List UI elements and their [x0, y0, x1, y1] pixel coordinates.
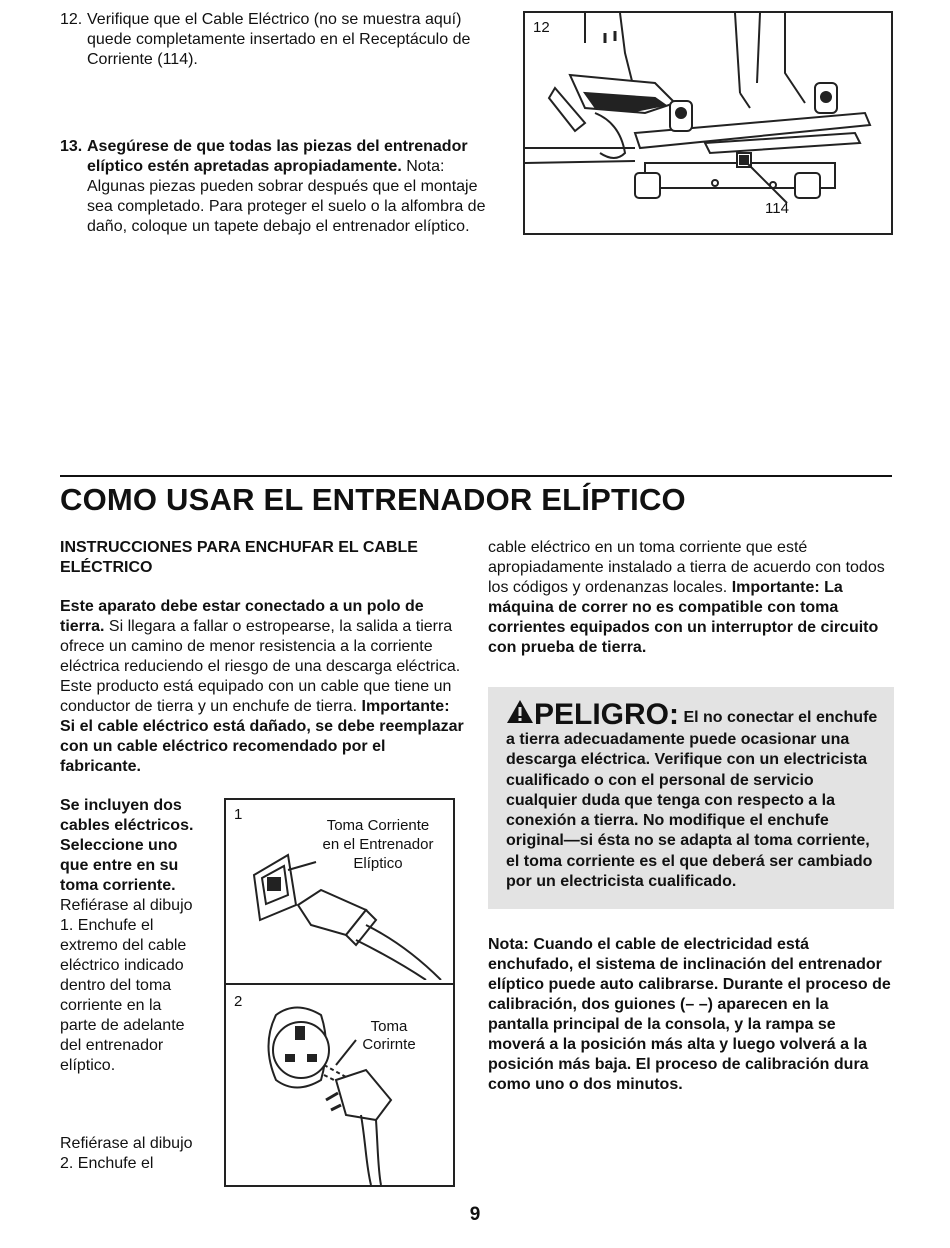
cables-paragraph — [60, 796, 195, 1076]
cables-text: Refiérase al dibujo 1. Enchufe el extremo del cable eléctrico indicado dentro del toma corriente en la parte de adelante del entrenador elíptico. — [60, 897, 193, 1074]
elliptical-base-drawing — [525, 13, 891, 233]
right-text: cable eléctrico en un toma corriente que esté apropiadamente instalado a tierra de acuerdo con todos los códigos y ordenanzas locales. — [488, 539, 885, 596]
receptacle-plug-drawing — [226, 800, 453, 980]
figure-callout: 114 — [765, 200, 789, 217]
step-12 — [60, 10, 490, 70]
wall-outlet-plug-drawing — [226, 985, 453, 1185]
assembly-figure-12 — [523, 11, 893, 235]
cables-bold: Se incluyen dos cables eléctricos. Seleccione uno que entre en su toma corriente. — [60, 797, 194, 894]
step-13 — [60, 137, 490, 237]
warning-heading: PELIGRO: — [534, 698, 680, 731]
section-title: COMO USAR EL ENTRENADOR ELÍPTICO — [60, 482, 686, 517]
warning-box — [488, 687, 894, 909]
step-text: Verifique que el Cable Eléctrico (no se muestra aquí) quede completamente insertado en el Receptáculo de Corriente (114). — [87, 11, 471, 68]
warning-body: El no conectar el enchufe a tierra adecuadamente puede ocasionar una descarga eléctrica. Verifique con un electricista cualificado o con el personal de servicio cualquier duda que tenga con respecto a la conexión a tierra. No modifique el enchufe original—si ésta no se adapta al toma corriente, el toma corriente es el que deberá ser cambiado por un electricista cualificado. — [506, 709, 878, 891]
figure-2-label: Toma Corirnte — [362, 1018, 416, 1053]
grounding-paragraph — [60, 597, 468, 777]
figure-1-number: 1 — [234, 806, 243, 823]
step-note-text: Nota: Algunas piezas pueden sobrar después que el montaje sea completado. Para proteger el suelo o la alfombra de daño, coloque un tapete debajo el entrenador elíptico. — [87, 158, 486, 235]
warning-text — [506, 699, 878, 892]
figure-1-label: Toma Corriente en el Entrenador Elíptico — [322, 817, 434, 872]
grounding-text: Si llegara a fallar o estropearse, la salida a tierra ofrece un camino de menor resistencia a la corriente eléctrica reduciendo el riesgo de una descarga eléctrica. Este producto está equipado con un cable que tiene un conductor de tierra y un enchufe de tierra. — [60, 618, 461, 715]
step-number: 13. — [60, 138, 83, 155]
grounding-bold: Este aparato debe estar conectado a un polo de tierra. — [60, 598, 424, 635]
warning-triangle-icon — [506, 699, 534, 724]
drawing-2-paragraph: Refiérase al dibujo 2. Enchufe el — [60, 1135, 193, 1172]
page-number: 9 — [469, 1204, 481, 1225]
calibration-note: Nota: Cuando el cable de electricidad está enchufado, el sistema de inclinación del entrenador elíptico puede auto calibrarse. Durante el proceso de calibración, dos guiones (– –) aparecen en la pantalla principal de la consola, y la rampa se moverá a la posición más alta y luego volverá a la posición más baja. El proceso de calibración dura como uno o dos minutos. — [488, 936, 891, 1093]
plug-figures — [224, 798, 455, 1187]
section-divider — [60, 475, 892, 477]
step-number: 12. — [60, 11, 83, 28]
right-important: Importante: La máquina de correr no es compatible con toma corrientes equipados con un interruptor de circuito con prueba de tierra. — [488, 579, 879, 656]
step-bold-text: Asegúrese de que todas las piezas del entrenador elíptico estén apretadas apropiadamente. — [87, 138, 468, 175]
right-paragraph — [488, 538, 893, 658]
step-text — [87, 137, 490, 237]
figure-number: 12 — [533, 19, 550, 36]
grounding-important: Importante: Si el cable eléctrico está dañado, se debe reemplazar con un cable eléctrico recomendado por el fabricante. — [60, 698, 464, 775]
figure-2-number: 2 — [234, 993, 243, 1010]
subheading: INSTRUCCIONES PARA ENCHUFAR EL CABLE ELÉCTRICO — [60, 539, 418, 576]
